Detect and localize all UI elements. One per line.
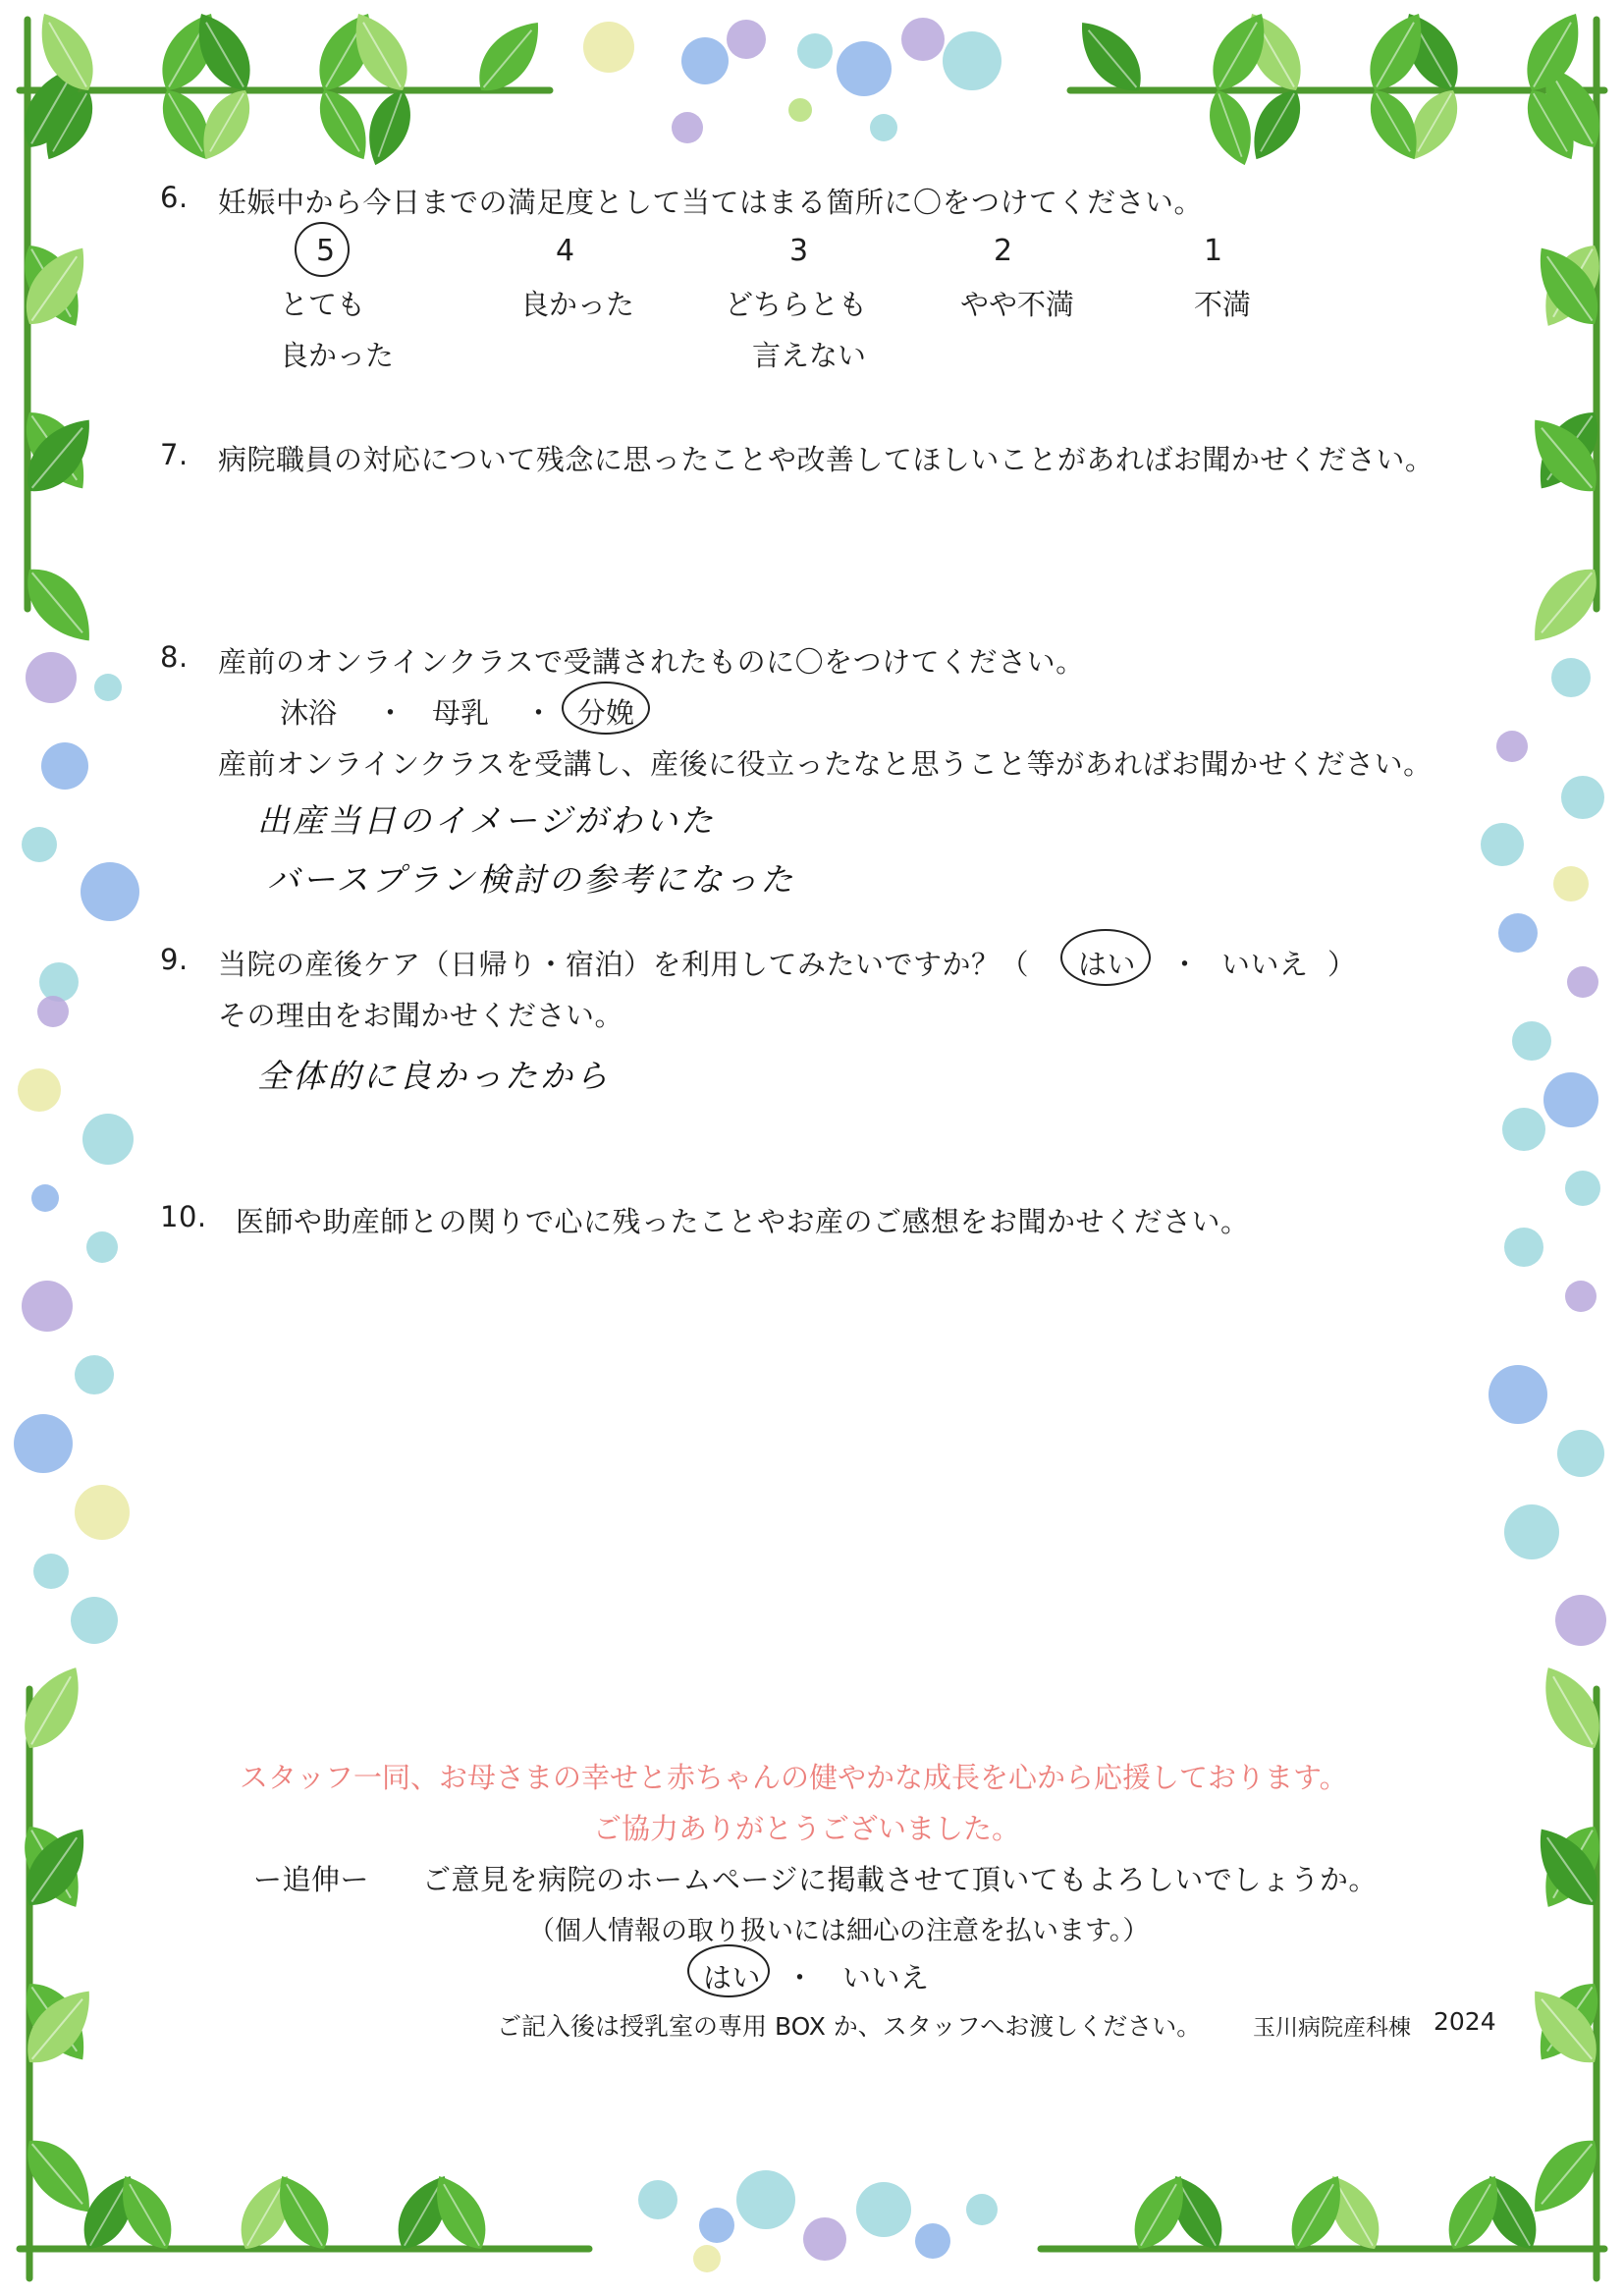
decor-dot <box>797 33 833 69</box>
decor-dot <box>638 2180 677 2219</box>
q8-answer-line-2: バースプラン検討の参考になった <box>267 860 796 899</box>
q6-number: 6. <box>160 181 189 214</box>
decor-dot <box>1498 913 1538 953</box>
decor-dot <box>966 2194 998 2225</box>
q6-scale-5-value[interactable]: 5 <box>316 234 336 268</box>
q6-question: 妊娠中から今日までの満足度として当てはまる箇所に〇をつけてください。 <box>218 186 1204 219</box>
decor-dot <box>736 2170 795 2229</box>
decor-dot <box>693 2245 721 2272</box>
decor-dot <box>71 1597 118 1644</box>
q6-scale-4-value[interactable]: 4 <box>556 234 575 268</box>
decor-dot <box>75 1485 130 1540</box>
q6-scale-1-value[interactable]: 1 <box>1204 234 1223 268</box>
publish-option-yes[interactable]: はい <box>703 1961 762 1994</box>
decor-dot <box>22 827 57 862</box>
decor-dot <box>1502 1108 1545 1151</box>
leaf-shape <box>1200 84 1262 172</box>
leaf-shape <box>12 1817 100 1918</box>
q6-scale-4-label: 良かった <box>520 288 635 321</box>
decor-dot <box>837 41 892 96</box>
q6-scale-5-label-2: 良かった <box>280 339 395 372</box>
q7-question: 病院職員の対応について残念に思ったことや改善してほしいことがあればお聞かせください。 <box>218 443 1435 476</box>
decor-dot <box>94 674 122 701</box>
thanks-message-line-2: ご協力ありがとうございました。 <box>593 1812 1021 1845</box>
decor-dot <box>1561 776 1604 819</box>
q9-question: 当院の産後ケア（日帰り・宿泊）を利用してみたいですか？（ <box>218 948 1030 981</box>
decor-dot <box>1504 1228 1543 1267</box>
q8-number: 8. <box>160 640 189 674</box>
leaf-shape <box>11 1657 94 1759</box>
decor-dot <box>788 98 812 122</box>
q6-scale-1-label: 不満 <box>1194 288 1252 321</box>
decor-dot <box>1553 866 1589 902</box>
decor-dot <box>1496 731 1528 762</box>
hospital-name: 玉川病院産科棟 <box>1253 2015 1411 2041</box>
decor-dot <box>31 1184 59 1212</box>
decor-dot <box>681 37 729 84</box>
decor-dot <box>33 1554 69 1589</box>
decor-dot <box>1555 1595 1606 1646</box>
q9-close-paren: ） <box>1327 948 1357 981</box>
decor-dot <box>1489 1365 1547 1424</box>
q8-separator-2: ・ <box>524 696 554 730</box>
leaf-shape <box>1530 1657 1613 1759</box>
decor-dot <box>14 1414 73 1473</box>
leaf-shape <box>308 82 380 169</box>
decor-dot <box>22 1281 73 1332</box>
q8-separator-1: ・ <box>376 696 406 730</box>
decor-dot <box>81 862 139 921</box>
q6-scale-3-value[interactable]: 3 <box>789 234 809 268</box>
decor-dot <box>672 112 703 143</box>
decor-dot <box>1512 1021 1551 1061</box>
decor-dot <box>699 2208 734 2243</box>
q6-scale-5-label: とても <box>280 288 366 321</box>
q9-followup-question: その理由をお聞かせください。 <box>218 999 624 1032</box>
publish-option-no[interactable]: いいえ <box>842 1961 930 1994</box>
q10-number: 10. <box>160 1200 207 1233</box>
decor-dot <box>1551 658 1591 697</box>
decor-dot <box>82 1114 134 1165</box>
q9-separator: ・ <box>1170 948 1200 981</box>
q8-option-breastfeeding[interactable]: 母乳 <box>432 696 490 730</box>
decor-dot <box>870 114 897 141</box>
decor-dot <box>41 742 88 790</box>
q8-option-bath[interactable]: 沐浴 <box>280 696 338 730</box>
decor-dot <box>1481 823 1524 866</box>
postscript-question: ご意見を病院のホームページに掲載させて頂いてもよろしいでしょうか。 <box>422 1863 1378 1896</box>
q9-option-no[interactable]: いいえ <box>1221 948 1309 981</box>
decor-dot <box>75 1355 114 1394</box>
decor-dot <box>943 31 1001 90</box>
q6-scale-3-label-2: 言えない <box>752 339 867 372</box>
privacy-note: （個人情報の取り扱いには細心の注意を払います。） <box>528 1916 1150 1946</box>
leaf-shape <box>1240 82 1312 169</box>
decor-dot <box>1565 1171 1600 1206</box>
q9-number: 9. <box>160 943 189 976</box>
publish-separator: ・ <box>785 1961 815 1994</box>
q10-question: 医師や助産師との関りで心に残ったことやお産のご感想をお聞かせください。 <box>236 1205 1250 1238</box>
decor-dot <box>39 962 79 1002</box>
decor-dot <box>37 996 69 1027</box>
leaf-shape <box>358 84 420 172</box>
q7-number: 7. <box>160 438 189 471</box>
q8-question: 産前のオンラインクラスで受講されたものに〇をつけてください。 <box>218 645 1085 679</box>
q8-followup-question: 産前オンラインクラスを受講し、産後に役立ったなと思うこと等があればお聞かせください。 <box>218 747 1433 781</box>
decor-dot <box>727 20 766 59</box>
q6-scale-2-value[interactable]: 2 <box>994 234 1013 268</box>
thanks-message-line-1: スタッフ一同、お母さまの幸せと赤ちゃんの健やかな成長を心から応援しております。 <box>240 1761 1348 1794</box>
form-year: 2024 <box>1434 2007 1496 2036</box>
decor-dot <box>26 652 77 703</box>
decor-dot <box>86 1231 118 1263</box>
decor-dot <box>1543 1072 1598 1127</box>
decor-dot <box>803 2217 846 2261</box>
submission-instruction: ご記入後は授乳室の専用 BOX か、スタッフへお渡しください。 <box>497 2012 1202 2041</box>
decor-dot <box>1504 1504 1559 1559</box>
postscript-label: ー追伸ー <box>253 1863 370 1896</box>
q9-option-yes[interactable]: はい <box>1078 948 1137 981</box>
decor-dot <box>1565 1281 1597 1312</box>
q6-scale-3-label: どちらとも <box>725 288 868 321</box>
q9-answer: 全体的に良かったから <box>257 1057 611 1095</box>
decor-dot <box>915 2223 950 2259</box>
q8-option-delivery[interactable]: 分娩 <box>577 696 635 730</box>
decor-dot <box>18 1068 61 1112</box>
q8-answer-line-1: 出産当日のイメージがわいた <box>257 801 717 840</box>
decor-dot <box>856 2182 911 2237</box>
decor-dot <box>1557 1430 1604 1477</box>
decor-dot <box>901 18 945 61</box>
decor-dot <box>583 22 634 73</box>
decor-dot <box>1567 966 1598 998</box>
q6-scale-2-label: やや不満 <box>960 288 1075 321</box>
